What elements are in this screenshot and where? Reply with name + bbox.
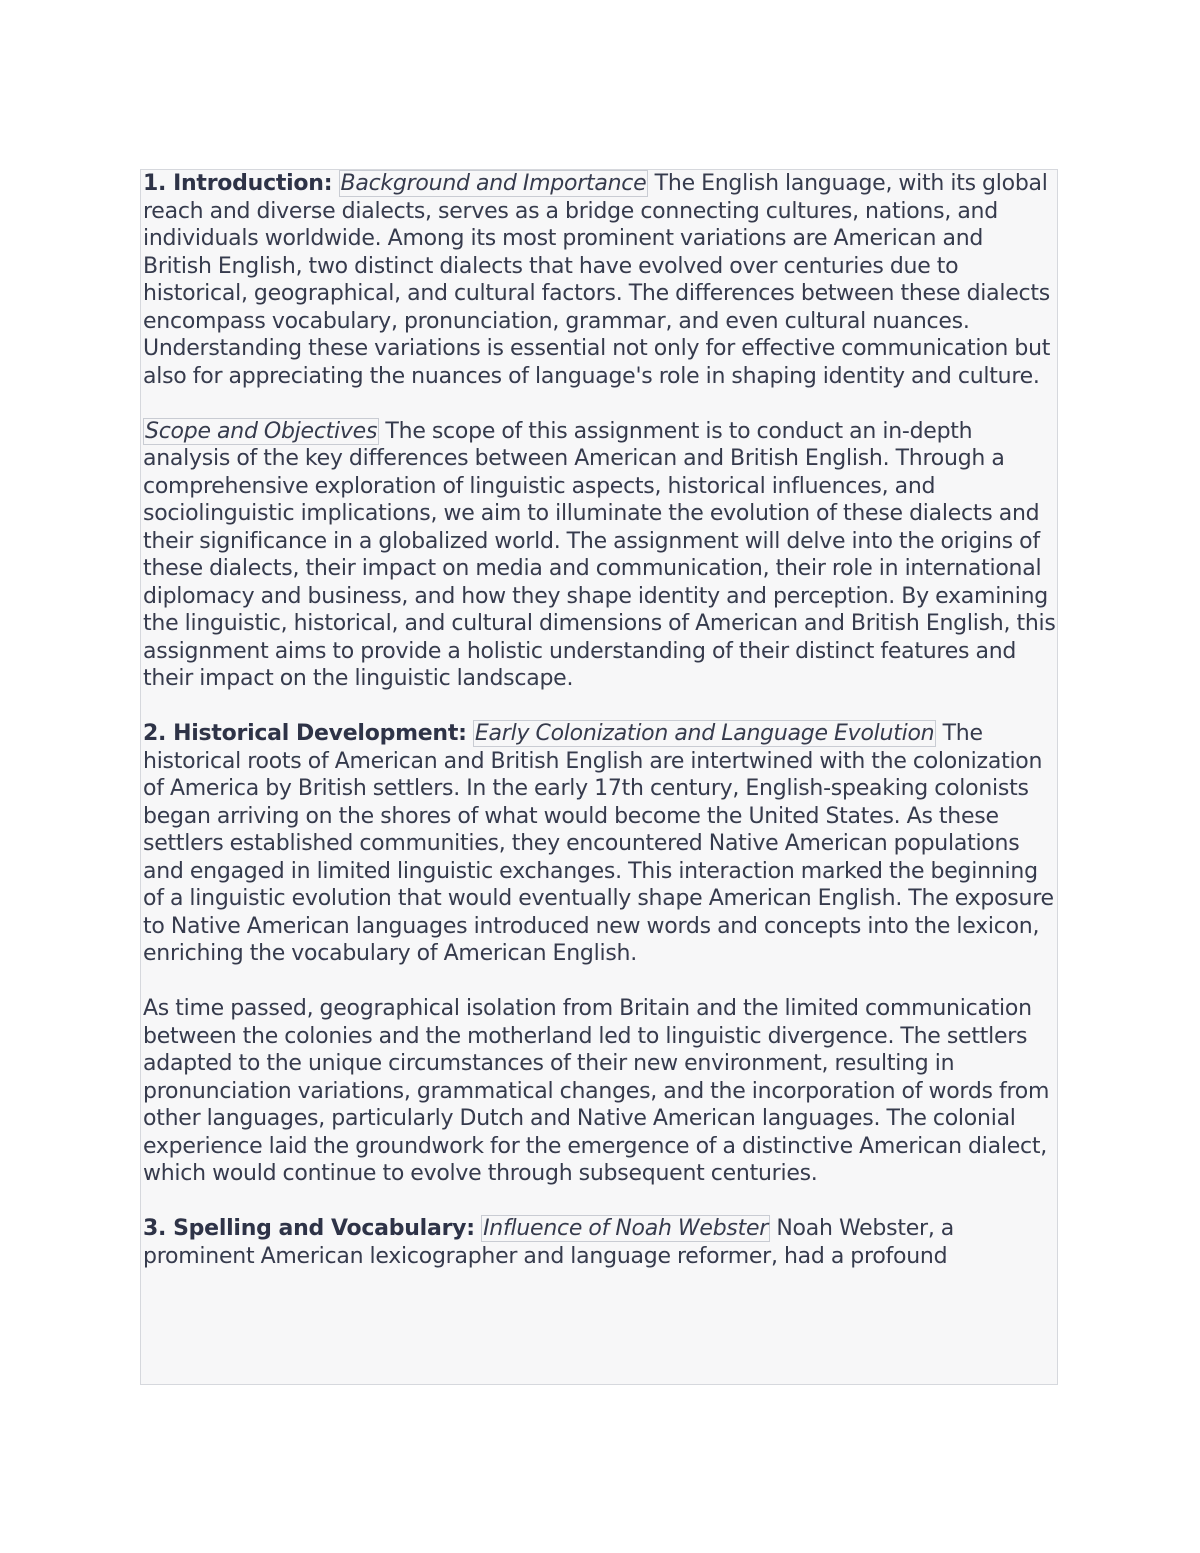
divergence-body: As time passed, geographical isolation from Britain and the limited communication between the colonies and the motherland led to linguistic divergence. The settlers adapted to the unique circumstances of their new environment, resulting in pronunciation variations, grammatical changes, and the incorporation of words from other languages, particularly Dutch and Native American languages. The colonial experience laid the groundwork for the emergence of a distinctive American dialect, which would continue to evolve through subsequent centuries. (143, 996, 1050, 1186)
spelling-body: Noah Webster, a prominent American lexicographer and language reformer, had a profound (143, 1216, 955, 1269)
spelling-paragraph (143, 1215, 1057, 1270)
subheading-webster: Influence of Noah Webster (483, 1216, 769, 1241)
scope-paragraph (143, 418, 1057, 693)
history-body: The historical roots of American and British English are intertwined with the colonization of America by British settlers. In the early 17th century, English-speaking colonists began arriving on the shores of what would become the United States. As these settlers established communities, they encountered Native American populations and engaged in limited linguistic exchanges. This interaction marked the beginning of a linguistic evolution that would eventually shape American English. The exposure to Native American languages introduced new words and concepts into the lexicon, enriching the vocabulary of American English. (143, 721, 1054, 966)
subheading-colonization: Early Colonization and Language Evolution (474, 721, 935, 746)
section-heading-historical: 2. Historical Development: (143, 721, 467, 746)
subheading-background: Background and Importance (340, 171, 647, 196)
intro-paragraph (143, 170, 1057, 390)
section-heading-spelling: 3. Spelling and Vocabulary: (143, 1216, 475, 1241)
scope-body: The scope of this assignment is to conduct an in-depth analysis of the key differences between American and British English. Through a comprehensive exploration of linguistic aspects, historical influences, and sociolinguistic implications, we aim to illuminate the evolution of these dialects and their significance in a globalized world. The assignment will delve into the origins of these dialects, their impact on media and communication, their role in international diplomacy and business, and how they shape identity and perception. By examining the linguistic, historical, and cultural dimensions of American and British English, this assignment aims to provide a holistic understanding of their distinct features and their impact on the linguistic landscape. (143, 418, 1056, 691)
subheading-scope: Scope and Objectives (145, 418, 378, 444)
divergence-paragraph (143, 995, 1057, 1188)
intro-body: The English language, with its global reach and diverse dialects, serves as a bridge connecting cultures, nations, and individuals worldwide. Among its most prominent variations are American and British English, two distinct dialects that have evolved over centuries due to historical, geographical, and cultural factors. The differences between these dialects encompass vocabulary, pronunciation, grammar, and even cultural nuances. Understanding these variations is essential not only for effective communication but also for appreciating the nuances of language's role in shaping identity and culture. (143, 171, 1051, 389)
section-heading-introduction: 1. Introduction: (143, 171, 333, 196)
document-content (140, 169, 1058, 1385)
history-paragraph (143, 720, 1057, 968)
document-text (141, 170, 1057, 1270)
